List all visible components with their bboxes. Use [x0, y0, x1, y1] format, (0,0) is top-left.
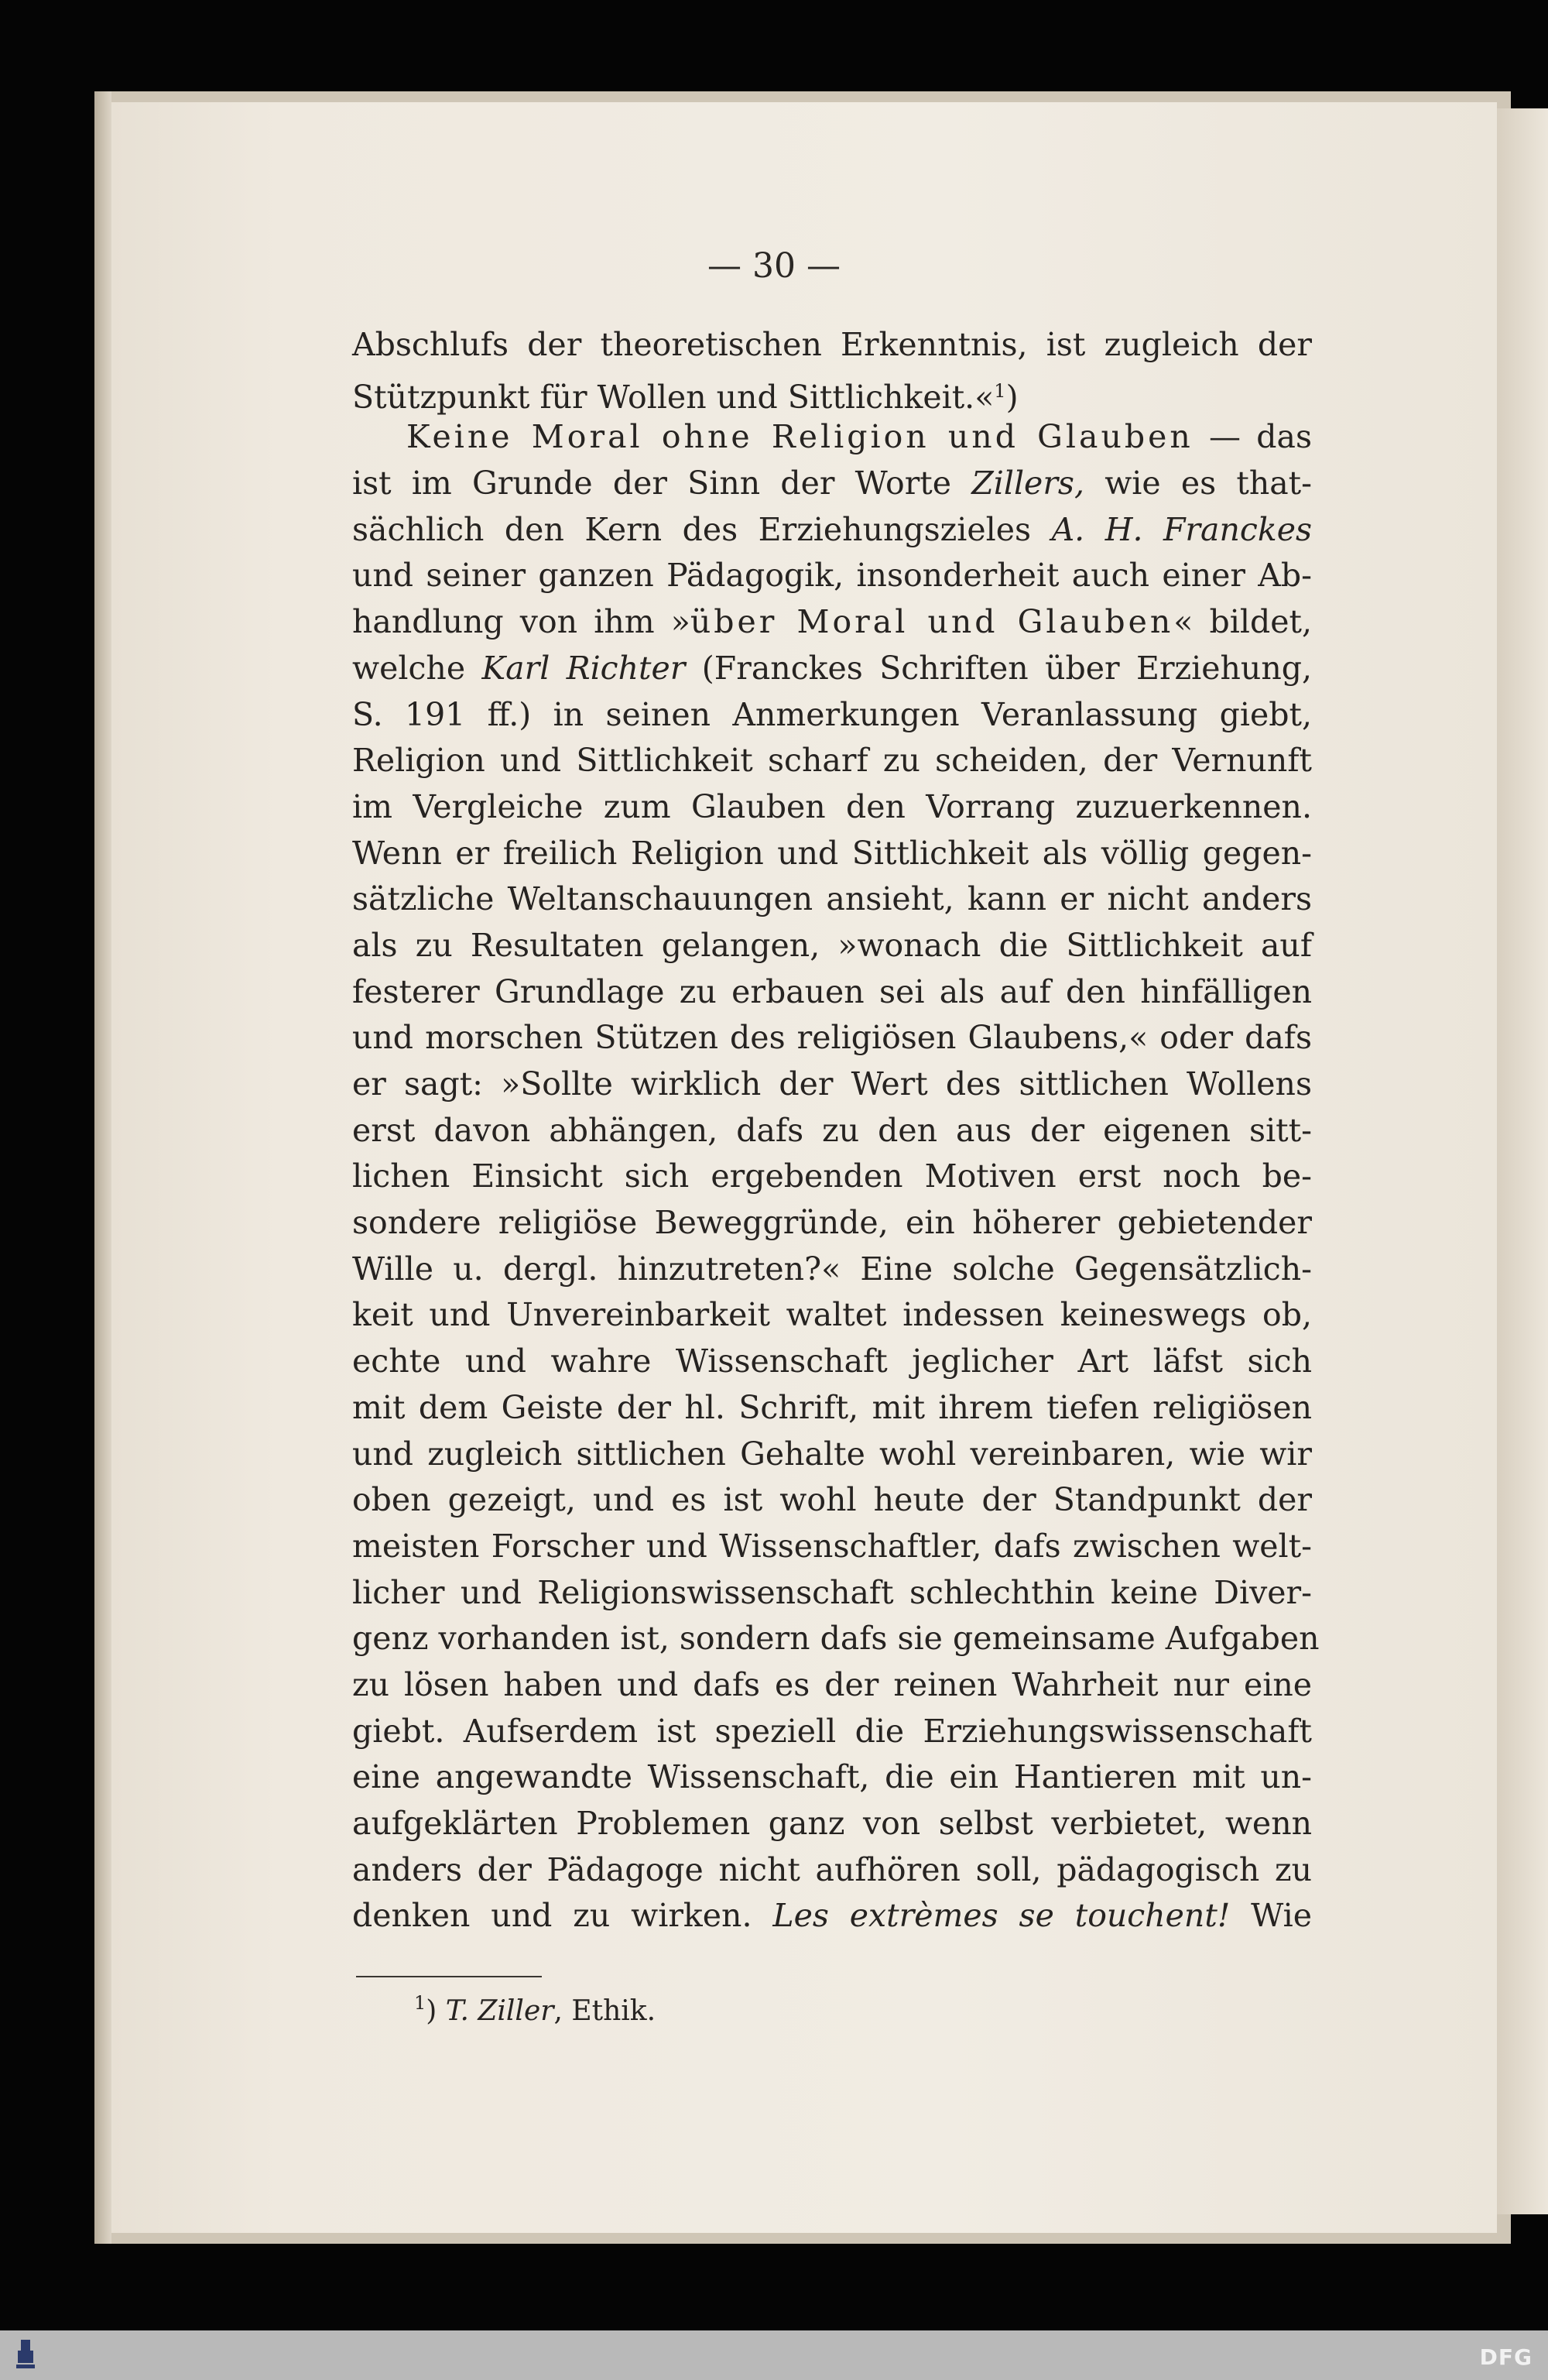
- text-line: [352, 1801, 1312, 1847]
- footnote-marker: 1: [414, 1992, 426, 2014]
- text-run: Zillers,: [971, 465, 1084, 502]
- text-run: wie es that-: [1084, 465, 1312, 502]
- text-run: sächlich den Kern des Erziehungszieles: [352, 510, 1052, 548]
- text-line: [352, 1432, 1312, 1478]
- text-line: [352, 461, 1312, 507]
- body-text: [352, 322, 1320, 1939]
- text-run: (Franckes Schriften über Erziehung,: [685, 649, 1313, 687]
- footnote: [414, 1992, 656, 2027]
- text-run: Stützpunkt für Wollen und Sittlichkeit.«: [352, 378, 995, 416]
- text-run: ): [1005, 378, 1019, 416]
- text-run: festerer Grundlage zu erbauen sei als auf den hinfälligen: [352, 972, 1312, 1010]
- text-run: Wie: [1230, 1897, 1312, 1935]
- text-run: genz vorhanden ist, sondern dafs sie gemeinsame Aufgaben: [352, 1620, 1320, 1658]
- text-run: er sagt: »Sollte wirklich der Wert des sittlichen Wollens: [352, 1065, 1312, 1103]
- text-run: lichen Einsicht sich ergebenden Motiven erst noch be-: [352, 1157, 1312, 1195]
- text-line: [352, 369, 1312, 415]
- text-run: A. H. Franckes: [1051, 510, 1312, 548]
- text-line: [352, 784, 1312, 831]
- text-run: handlung von ihm »: [352, 603, 690, 641]
- viewer-footer-bar: [0, 2330, 1548, 2380]
- text-run: Wenn er freilich Religion und Sittlichkeit als völlig gegen-: [352, 834, 1312, 872]
- text-run: ist im Grunde der Sinn der Worte: [352, 465, 972, 502]
- text-run: und zugleich sittlichen Gehalte wohl vereinbaren, wie wir: [352, 1435, 1312, 1473]
- dfg-logo: DFG: [1479, 2344, 1533, 2370]
- page-number: — 30 —: [707, 246, 841, 286]
- text-run: Les extrèmes se touchent!: [772, 1897, 1231, 1935]
- text-line: [352, 1385, 1312, 1432]
- text-line: [352, 1200, 1312, 1247]
- text-run: zu lösen haben und dafs es der reinen Wahrheit nur eine: [352, 1665, 1312, 1703]
- text-line: [352, 1662, 1312, 1709]
- text-run: sondere religiöse Beweggründe, ein höherer gebietender: [352, 1204, 1312, 1242]
- text-line: [352, 692, 1312, 739]
- text-line: [352, 1847, 1312, 1894]
- text-line: [352, 1292, 1312, 1339]
- text-line: [352, 1524, 1312, 1570]
- text-run: S. 191 ff.) in seinen Anmerkungen Veranlassung giebt,: [352, 695, 1312, 733]
- footnote-author: T. Ziller: [445, 1995, 554, 2027]
- text-run: sätzliche Weltanschauungen ansieht, kann er nicht anders: [352, 880, 1312, 918]
- text-line: [352, 507, 1312, 554]
- text-run: welche: [352, 649, 482, 687]
- text-run: mit dem Geiste der hl. Schrift, mit ihrem tiefen religiösen: [352, 1388, 1312, 1426]
- text-line: [352, 969, 1312, 1016]
- text-run: über Moral und Glauben: [690, 603, 1174, 641]
- text-run: 1: [994, 379, 1006, 402]
- text-run: Abschlufs der theoretischen Erkenntnis, ist zugleich der: [352, 326, 1312, 363]
- text-run: Religion und Sittlichkeit scharf zu scheiden, der Vernunft: [352, 742, 1312, 780]
- page-edge: [94, 91, 111, 2244]
- text-run: anders der Pädagoge nicht aufhören soll, pädagogisch zu: [352, 1850, 1312, 1888]
- text-line: [352, 1477, 1312, 1524]
- library-crest-icon: [14, 2337, 37, 2371]
- adjacent-page-edge: [1497, 108, 1548, 2214]
- text-run: und seiner ganzen Pädagogik, insonderheit auch einer Ab-: [352, 557, 1312, 595]
- text-line: [352, 1616, 1320, 1662]
- text-line: [352, 553, 1312, 599]
- text-run: eine angewandte Wissenschaft, die ein Hantieren mit un-: [352, 1758, 1312, 1796]
- text-run: « bildet,: [1173, 603, 1312, 641]
- text-line: [352, 322, 1312, 369]
- footnote-bracket: ): [426, 1995, 446, 2027]
- text-line: [352, 1061, 1312, 1108]
- text-line: [352, 1247, 1312, 1293]
- text-run: denken und zu wirken.: [352, 1897, 773, 1935]
- text-run: Karl Richter: [481, 649, 686, 687]
- text-run: keit und Unvereinbarkeit waltet indessen keineswegs ob,: [352, 1296, 1312, 1334]
- text-run: als zu Resultaten gelangen, »wonach die Sittlichkeit auf: [352, 926, 1312, 964]
- text-line: [352, 1339, 1312, 1385]
- text-line: [352, 646, 1312, 692]
- text-run: erst davon abhängen, dafs zu den aus der eigenen sitt-: [352, 1111, 1312, 1149]
- text-run: meisten Forscher und Wissenschaftler, dafs zwischen welt-: [352, 1527, 1312, 1565]
- footnote-source: , Ethik.: [553, 1995, 656, 2027]
- footnote-rule: [356, 1976, 542, 1977]
- text-line: [352, 1754, 1312, 1801]
- text-line: [352, 876, 1312, 923]
- text-run: im Vergleiche zum Glauben den Vorrang zuzuerkennen.: [352, 787, 1312, 825]
- text-line: [352, 414, 1312, 461]
- text-run: — das: [1193, 418, 1313, 456]
- text-run: licher und Religionswissenschaft schlechthin keine Diver-: [352, 1573, 1312, 1611]
- text-line: [352, 1154, 1312, 1200]
- text-line: [352, 1893, 1312, 1939]
- text-line: [352, 1570, 1312, 1617]
- text-run: Keine Moral ohne Religion und Glauben: [406, 418, 1194, 456]
- text-line: [352, 599, 1312, 646]
- text-run: echte und wahre Wissenschaft jeglicher Art läfst sich: [352, 1343, 1312, 1380]
- text-line: [352, 1015, 1312, 1061]
- text-line: [352, 1709, 1312, 1755]
- text-run: giebt. Aufserdem ist speziell die Erziehungswissenschaft: [352, 1712, 1312, 1750]
- text-run: Wille u. dergl. hinzutreten?« Eine solche Gegensätzlich-: [352, 1250, 1312, 1288]
- text-run: oben gezeigt, und es ist wohl heute der Standpunkt der: [352, 1481, 1312, 1519]
- text-run: und morschen Stützen des religiösen Glaubens,« oder dafs: [352, 1019, 1312, 1057]
- text-line: [352, 831, 1312, 877]
- text-line: [352, 738, 1312, 784]
- text-line: [352, 1108, 1312, 1154]
- text-run: aufgeklärten Problemen ganz von selbst verbietet, wenn: [352, 1805, 1312, 1842]
- text-line: [352, 923, 1312, 969]
